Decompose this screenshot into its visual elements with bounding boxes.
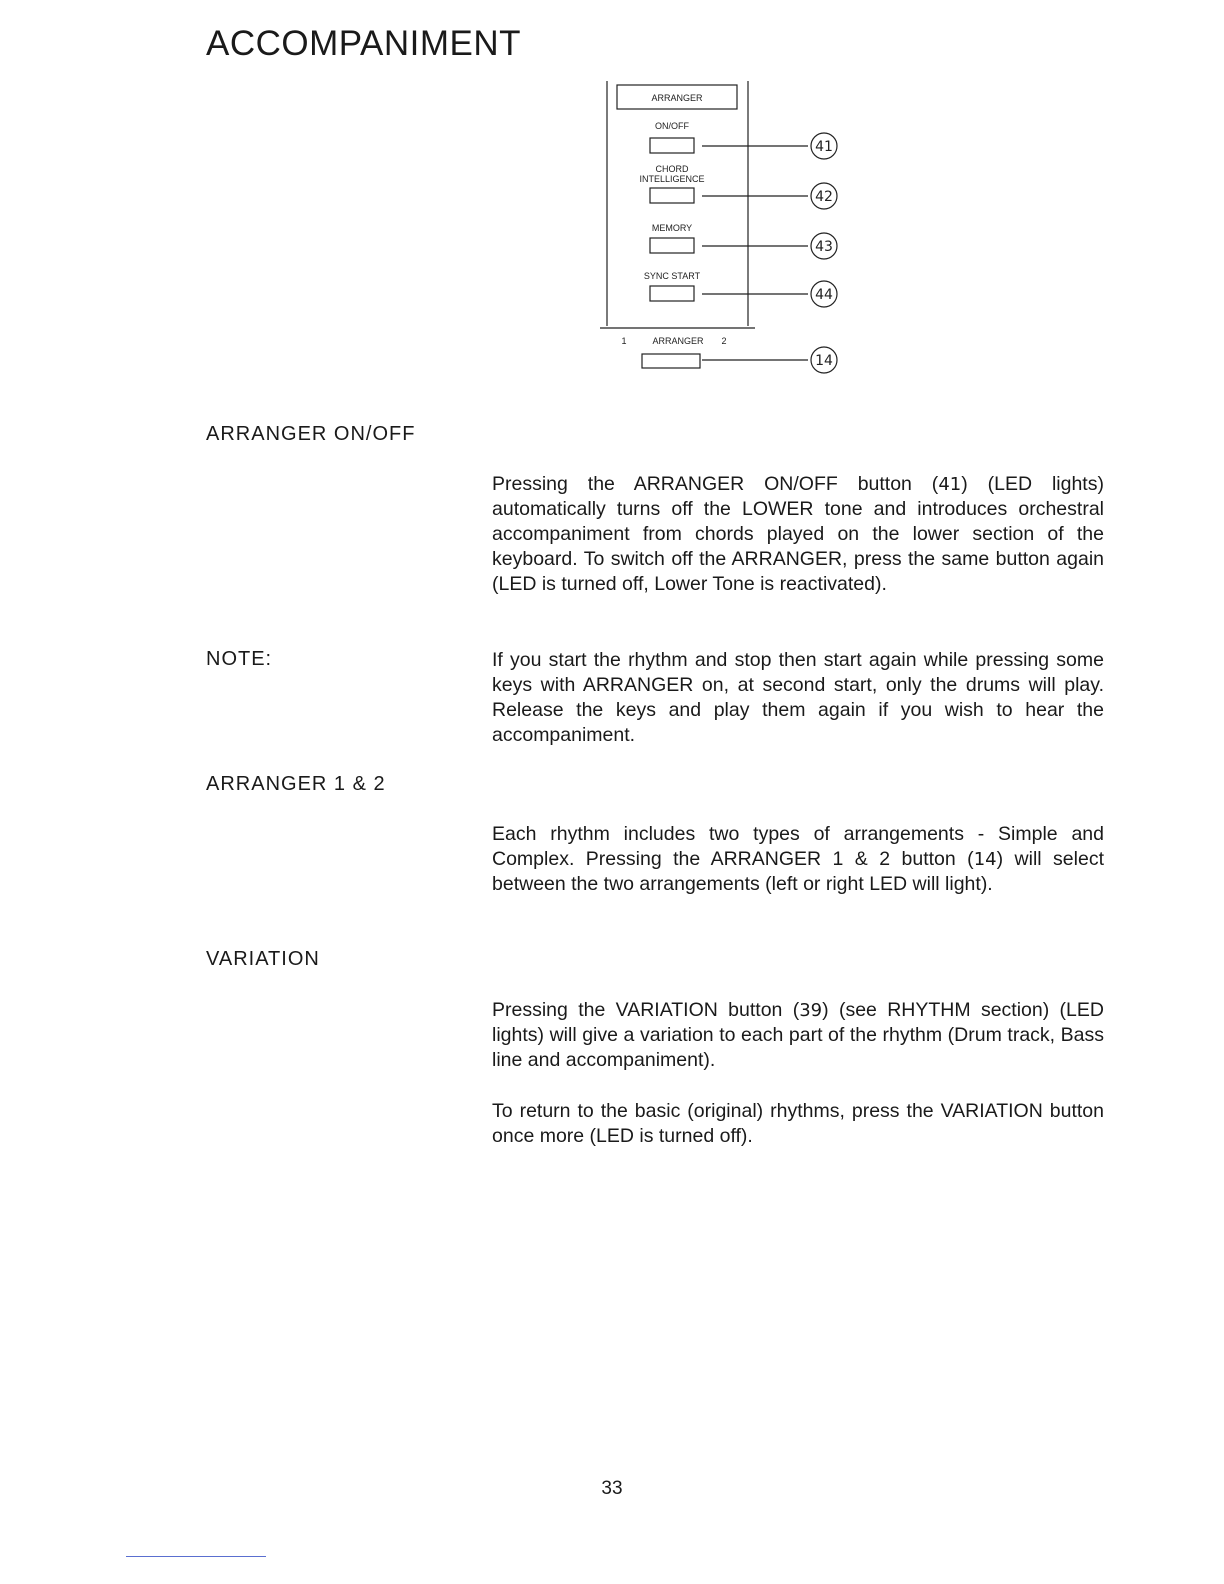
arranger-onoff-heading: ARRANGER ON/OFF [206, 423, 416, 445]
chord-label-2: INTELLIGENCE [639, 174, 705, 184]
arranger12-label: ARRANGER [652, 336, 704, 346]
arranger12-heading: ARRANGER 1 & 2 [206, 773, 386, 795]
sync-start-button[interactable] [650, 286, 694, 301]
callout-42-number: 42 [815, 189, 833, 205]
arranger12-right: 2 [721, 336, 727, 346]
chord-intelligence-button[interactable] [650, 188, 694, 203]
onoff-label: ON/OFF [655, 121, 689, 131]
ref-14: 14 [973, 849, 997, 870]
arranger-panel-diagram [590, 76, 870, 386]
arranger-1-2-button[interactable] [642, 354, 700, 368]
arranger12-text-2: will select between the two arrangements (left or right LED will light). [492, 848, 1104, 895]
note-label: NOTE: [206, 648, 273, 670]
callout-41-number: 41 [815, 139, 833, 155]
callout-14-number: 14 [815, 353, 833, 369]
arranger12-text-1: Each rhythm includes two types of arrangements - Simple and Complex. Pressing the ARRANGER 1 & 2 button [492, 823, 1104, 870]
sync-start-label: SYNC START [643, 271, 701, 281]
arranger-onoff-paragraph: Pressing the ARRANGER ON/OFF button (41) (LED lights) automatically turns off the LOWER tone and introduces orchestral accompaniment from chords played on the lower section of the keyboard. To switch off the ARRANGER, press the same button again (LED is turned off, Lower Tone is reactivated). [492, 473, 1104, 595]
arranger-onoff-text-1: Pressing the ARRANGER ON/OFF button [492, 473, 912, 495]
ref-41: 41 [938, 474, 962, 495]
variation-paragraph-2: To return to the basic (original) rhythms, press the VARIATION button once more (LED is turned off). [492, 1100, 1104, 1147]
chord-label-1: CHORD [655, 164, 689, 174]
variation-paragraph: Pressing the VARIATION button (39) (see RHYTHM section) (LED lights) will give a variation to each part of the rhythm (Drum track, Bass line and accompaniment). [492, 999, 1104, 1071]
memory-button[interactable] [650, 238, 694, 253]
arranger12-left: 1 [621, 336, 627, 346]
variation-text-2: (see RHYTHM section) (LED lights) will give a variation to each part of the rhythm (Drum track, Bass line and accompaniment). [492, 999, 1104, 1071]
arranger-onoff-text-2: (LED lights) automatically turns off the LOWER tone and introduces orchestral accompaniment from chords played on the lower section of the keyboard. To switch off the ARRANGER, press the same button again (LED is turned off, Lower Tone is reactivated). [492, 473, 1104, 595]
callout-43-number: 43 [815, 239, 833, 255]
panel-label: ARRANGER [651, 93, 703, 103]
variation-heading: VARIATION [206, 948, 320, 970]
page-title: ACCOMPANIMENT [206, 24, 522, 63]
variation-text-1: Pressing the VARIATION button [492, 999, 783, 1021]
memory-label: MEMORY [651, 223, 693, 233]
footer-rule [126, 1556, 266, 1557]
page-number: 33 [601, 1478, 623, 1499]
callout-44-number: 44 [815, 287, 833, 303]
arranger12-paragraph: Each rhythm includes two types of arrangements - Simple and Complex. Pressing the ARRANGER 1 & 2 button (14) will select between the two arrangements (left or right LED will light). [492, 823, 1104, 895]
note-paragraph: If you start the rhythm and stop then start again while pressing some keys with ARRANGER on, at second start, only the drums will play. Release the keys and play them again if you wish to hear the accompaniment. [492, 649, 1104, 746]
arranger-onoff-button[interactable] [650, 138, 694, 153]
ref-39: 39 [799, 1000, 823, 1021]
